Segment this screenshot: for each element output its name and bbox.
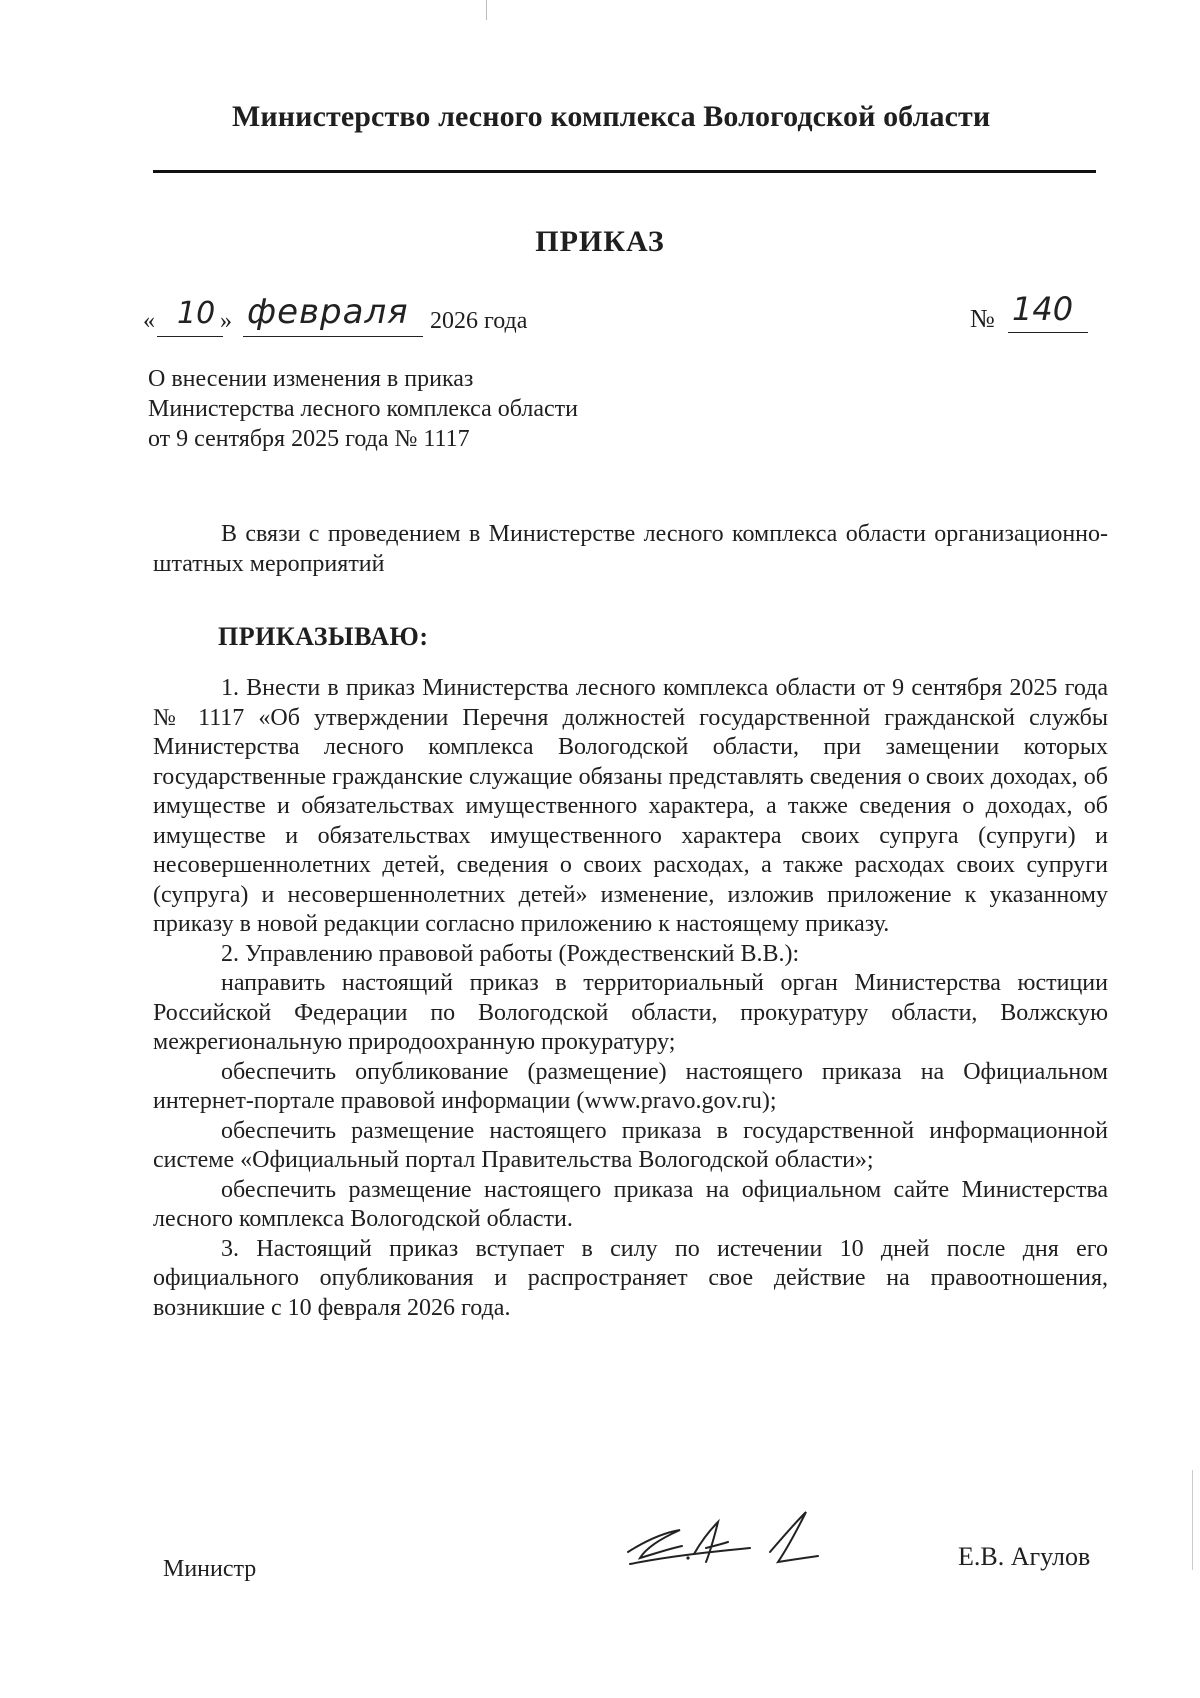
handwritten-month: февраля bbox=[247, 292, 409, 332]
scan-edge-mark bbox=[1192, 1470, 1193, 1570]
clause-2-item: обеспечить размещение настоящего приказа на официальном сайте Министерства лесного комплекса Вологодской области. bbox=[153, 1176, 1108, 1232]
date-close-quote: » bbox=[220, 308, 232, 334]
clause-2-item: обеспечить опубликование (размещение) настоящего приказа на Официальном интернет-портале правовой информации (www.pravo.gov.ru); bbox=[153, 1058, 1108, 1114]
order-number bbox=[970, 290, 1100, 340]
day-underline bbox=[157, 336, 223, 337]
number-sign: № bbox=[970, 304, 995, 333]
subject-line: Министерства лесного комплекса области bbox=[148, 396, 578, 422]
clause-2-item: обеспечить размещение настоящего приказа в государственной информационной системе «Официальный портал Правительства Вологодской области»; bbox=[153, 1117, 1108, 1173]
intro-paragraph: В связи с проведением в Министерстве лесного комплекса области организационно-штатных мероприятий bbox=[153, 521, 1108, 577]
order-body bbox=[153, 674, 1108, 1323]
subject-line: от 9 сентября 2025 года № 1117 bbox=[148, 426, 470, 452]
decree-heading: ПРИКАЗЫВАЮ: bbox=[218, 622, 429, 651]
handwritten-signature bbox=[610, 1508, 830, 1578]
clause-3: 3. Настоящий приказ вступает в силу по истечении 10 дней после дня его официального опубликования и распространяет свое действие на правоотношения, возникшие с 10 февраля 2026 года. bbox=[153, 1235, 1108, 1321]
clause-2-item: направить настоящий приказ в территориальный орган Министерства юстиции Российской Федерации по Вологодской области, прокуратуру области, Волжскую межрегиональную природоохранную прокуратуру; bbox=[153, 970, 1108, 1055]
subject-line: О внесении изменения в приказ bbox=[148, 366, 474, 392]
signatory-title: Министр bbox=[163, 1556, 257, 1582]
document-title: ПРИКАЗ bbox=[535, 225, 665, 258]
scan-edge-mark bbox=[486, 0, 487, 20]
clause-1: 1. Внести в приказ Министерства лесного комплекса области от 9 сентября 2025 года № 1117 «Об утверждении Перечня должностей государственной гражданской службы Министерства лесного комплекса Вологодской области, при замещении которых государственные гражданские служащие обязаны представлять сведения о своих доходах, об имуществе и обязательствах имущественного характера, а также сведения о доходах, об имуществе и обязательствах имущественного характера своих супруга (супруги) и несовершеннолетних детей, сведения о своих расходах, а также расходах своих супруги (супруга) и несовершеннолетних детей» изменение, изложив приложение к указанному приказу в новой редакции согласно приложению к настоящему приказу. bbox=[153, 675, 1108, 937]
header-divider bbox=[153, 170, 1096, 173]
signatory-name: Е.В. Агулов bbox=[958, 1542, 1091, 1571]
date-year: 2026 года bbox=[430, 308, 528, 334]
order-date bbox=[143, 292, 603, 340]
number-underline bbox=[1008, 332, 1088, 333]
order-subject bbox=[148, 364, 578, 454]
date-open-quote: « bbox=[143, 308, 155, 334]
month-underline bbox=[243, 336, 423, 337]
handwritten-day: 10 bbox=[177, 296, 216, 331]
handwritten-number: 140 bbox=[1012, 290, 1074, 328]
clause-2: 2. Управлению правовой работы (Рождественский В.В.): bbox=[221, 940, 800, 967]
ministry-name: Министерство лесного комплекса Вологодской области bbox=[232, 100, 991, 133]
